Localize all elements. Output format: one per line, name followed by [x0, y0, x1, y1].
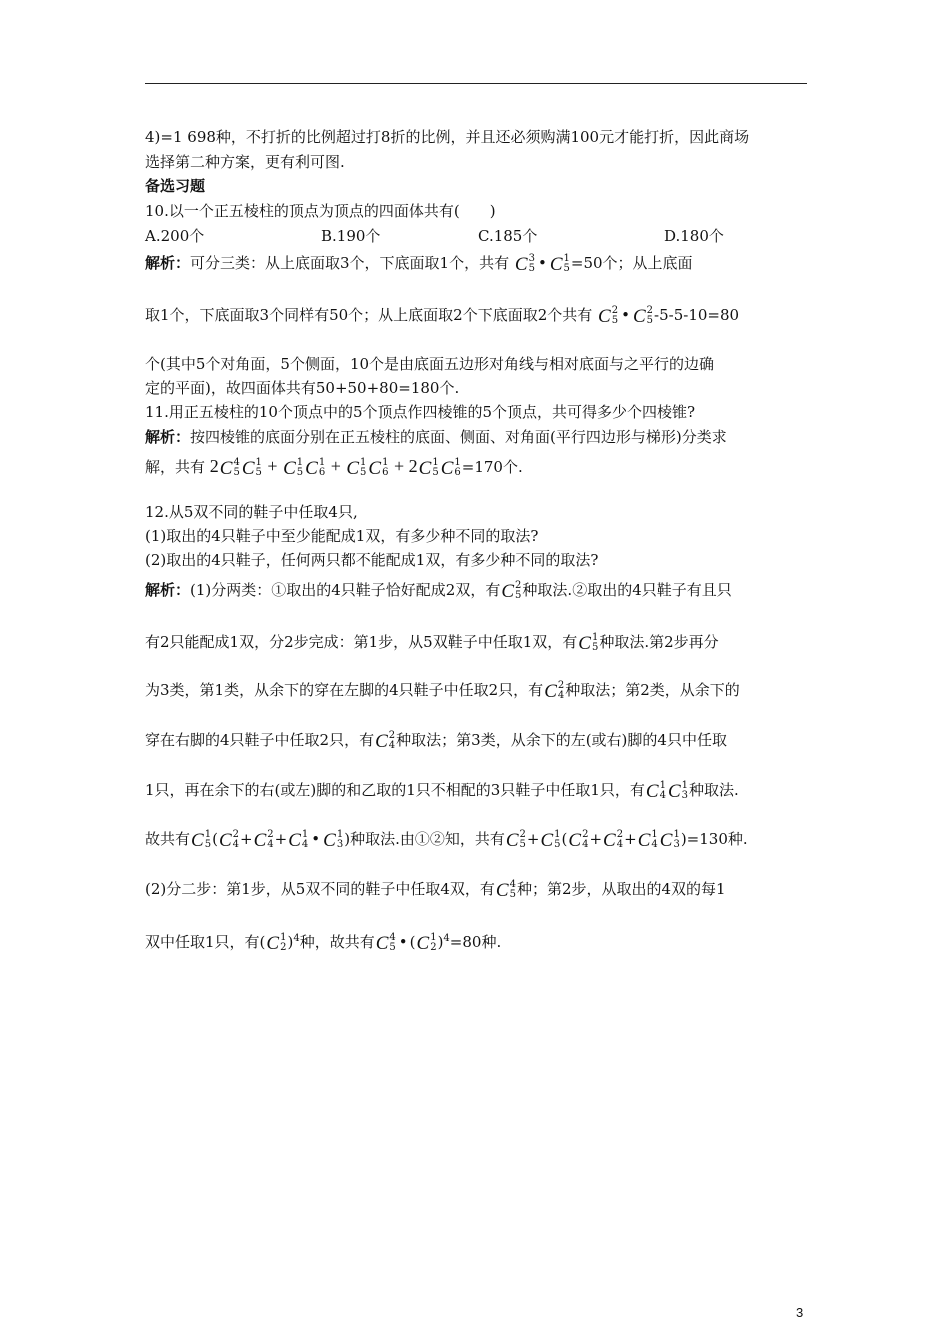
question-12-part1: (1)取出的4只鞋子中至少能配成1双，有多少种不同的取法?	[145, 527, 539, 545]
option-d: D.180个	[664, 227, 724, 245]
question-10: 10.以一个正五棱柱的顶点为顶点的四面体共有( )	[145, 202, 496, 220]
text-line: 定的平面)，故四面体共有50+50+80=180个.	[145, 379, 460, 397]
question-11: 11.用正五棱柱的10个顶点中的5个顶点作四棱锥的5个顶点，共可得多少个四棱锥?	[145, 403, 696, 421]
option-c: C.185个	[478, 227, 538, 245]
text-line: 4)=1 698种，不打折的比例超过打8折的比例，并且还必须购满100元才能打折，因此商场	[145, 128, 750, 146]
page-number: 3	[796, 1305, 804, 1320]
option-a: A.200个	[145, 227, 205, 245]
answer-12-line4: 穿在右脚的4只鞋子中任取2只，有 C 2 4 种取法；第3类，从余下的左(或右)脚的4只中任取	[145, 730, 727, 752]
answer-12-line7: (2)分二步：第1步，从5双不同的鞋子中任取4双，有 C 4 5 种；第2步，从取出的4双的每1	[145, 879, 726, 901]
answer-12-line8: 双中任取1只，有( C 1 2 )$^4$种，故共有 C 4 5 • ( C 1 2 )$^4$=80种.	[145, 932, 502, 954]
text-line: 个(其中5个对角面，5个侧面，10个是由底面五边形对角线与相对底面与之平行的边确	[145, 355, 715, 373]
answer-10-line1: 解析：可分三类：从上底面取3个，下底面取1个，共有 C 3 5 • C 1 5 =50个；从上底面	[145, 253, 693, 275]
question-12: 12.从5双不同的鞋子中任取4只,	[145, 503, 358, 521]
analysis-label: 解析：	[145, 254, 191, 272]
answer-10-line2: 取1个，下底面取3个同样有50个；从上底面取2个下底面取2个共有 C 2 5 • C 2 5 -5-5-10=80	[145, 305, 740, 327]
answer-12-line3: 为3类，第1类，从余下的穿在左脚的4只鞋子中任取2只，有 C 2 4 种取法；第2类，从余下的	[145, 680, 740, 702]
answer-12-line2: 有2只能配成1双，分2步完成：第1步，从5双鞋子中任取1双，有 C 1 5 种取法.第2步再分	[145, 632, 719, 654]
answer-11-line2: 解，共有 2 C 4 5 C 1 5 + C 1 5 C 1 6 + C 1 5 C 1 6 + 2 C 1 5 C 1 6 =170个.	[145, 456, 523, 479]
answer-12-line5: 1只，再在余下的右(或左)脚的和乙取的1只不相配的3只鞋子中任取1只，有 C 1 4 C 1 3 种取法.	[145, 780, 739, 802]
answer-12-line1: 解析：(1)分两类：①取出的4只鞋子恰好配成2双，有 C 2 5 种取法.②取出的4只鞋子有且只	[145, 580, 732, 602]
text-line: 选择第二种方案，更有利可图.	[145, 153, 345, 171]
answer-12-line6: 故共有 C 1 5 ( C 2 4 + C 2 4 + C 1 4 • C 1 3 )种取法.由①②知，共有 C 2 5 + C 1 5 ( C 2 4 + C 2 4 + C 1 4 C 1 3 )=130种.	[145, 829, 748, 851]
question-12-part2: (2)取出的4只鞋子，任何两只都不能配成1双，有多少种不同的取法?	[145, 551, 599, 569]
section-heading: 备选习题	[145, 177, 206, 195]
answer-11-line1: 解析：按四棱锥的底面分别在正五棱柱的底面、侧面、对角面(平行四边形与梯形)分类求	[145, 428, 727, 446]
option-b: B.190个	[321, 227, 381, 245]
header-rule	[145, 83, 807, 84]
